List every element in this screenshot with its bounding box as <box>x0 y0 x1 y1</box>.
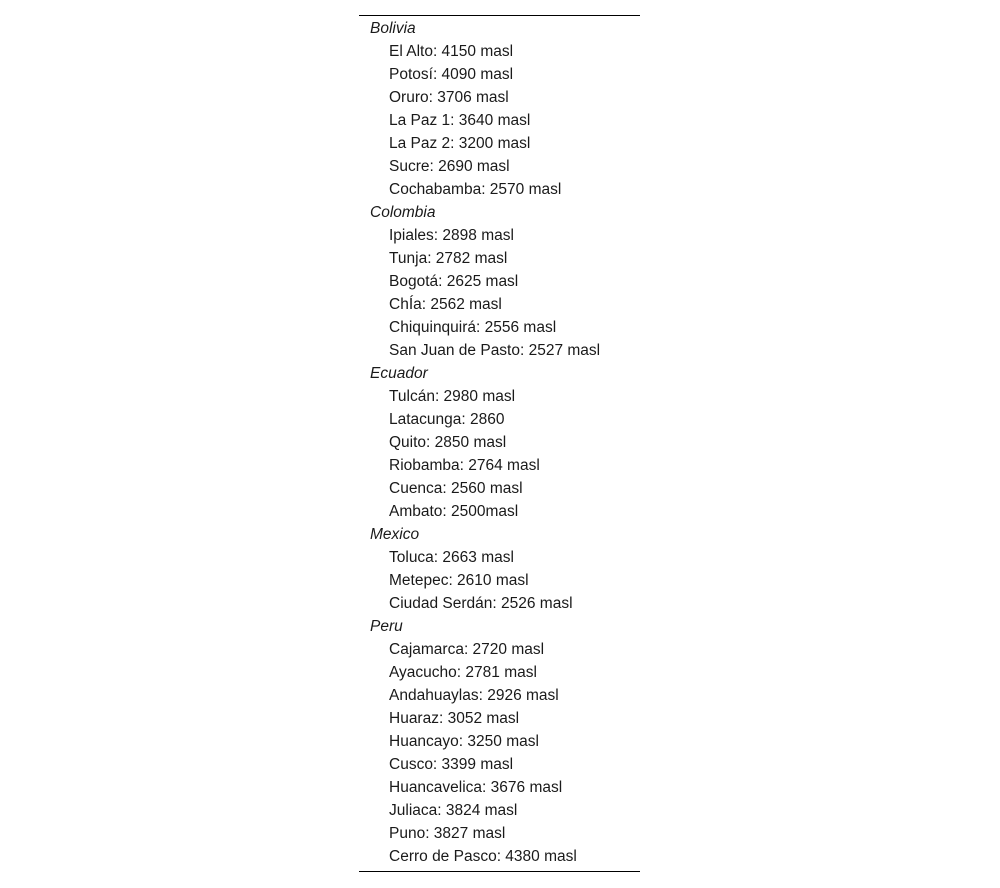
country-heading: Bolivia <box>370 20 416 37</box>
city-entry: Tunja: 2782 masl <box>389 250 508 267</box>
city-entry: Chiquinquirá: 2556 masl <box>389 319 557 336</box>
city-entry: Potosí: 4090 masl <box>389 66 514 83</box>
city-entry: Quito: 2850 masl <box>389 434 507 451</box>
city-entry: Ayacucho: 2781 masl <box>389 664 537 681</box>
city-entry: Andahuaylas: 2926 masl <box>389 687 559 704</box>
city-entry: Ambato: 2500masl <box>389 503 519 520</box>
city-entry: La Paz 2: 3200 masl <box>389 135 531 152</box>
city-entry: Cochabamba: 2570 masl <box>389 181 562 198</box>
city-entry: Metepec: 2610 masl <box>389 572 529 589</box>
city-entry: Huaraz: 3052 masl <box>389 710 520 727</box>
city-entry: La Paz 1: 3640 masl <box>389 112 531 129</box>
city-entry: Toluca: 2663 masl <box>389 549 514 566</box>
city-entry: Huancavelica: 3676 masl <box>389 779 563 796</box>
country-heading: Peru <box>370 618 403 635</box>
city-entry: Oruro: 3706 masl <box>389 89 509 106</box>
city-entry: Puno: 3827 masl <box>389 825 506 842</box>
city-entry: Bogotá: 2625 masl <box>389 273 519 290</box>
country-heading: Mexico <box>370 526 420 543</box>
city-entry: Huancayo: 3250 masl <box>389 733 539 750</box>
city-entry: El Alto: 4150 masl <box>389 43 514 60</box>
city-entry: San Juan de Pasto: 2527 masl <box>389 342 601 359</box>
altitude-table <box>359 15 640 872</box>
city-entry: Tulcán: 2980 masl <box>389 388 516 405</box>
city-entry: ChÍa: 2562 masl <box>389 296 502 313</box>
city-entry: Latacunga: 2860 <box>389 411 505 428</box>
country-heading: Ecuador <box>370 365 428 382</box>
city-entry: Cusco: 3399 masl <box>389 756 514 773</box>
country-heading: Colombia <box>370 204 436 221</box>
city-entry: Riobamba: 2764 masl <box>389 457 540 474</box>
city-entry: Ipiales: 2898 masl <box>389 227 514 244</box>
city-entry: Cuenca: 2560 masl <box>389 480 523 497</box>
city-entry: Cerro de Pasco: 4380 masl <box>389 848 577 865</box>
city-entry: Cajamarca: 2720 masl <box>389 641 545 658</box>
city-entry: Juliaca: 3824 masl <box>389 802 518 819</box>
city-entry: Sucre: 2690 masl <box>389 158 510 175</box>
city-entry: Ciudad Serdán: 2526 masl <box>389 595 573 612</box>
